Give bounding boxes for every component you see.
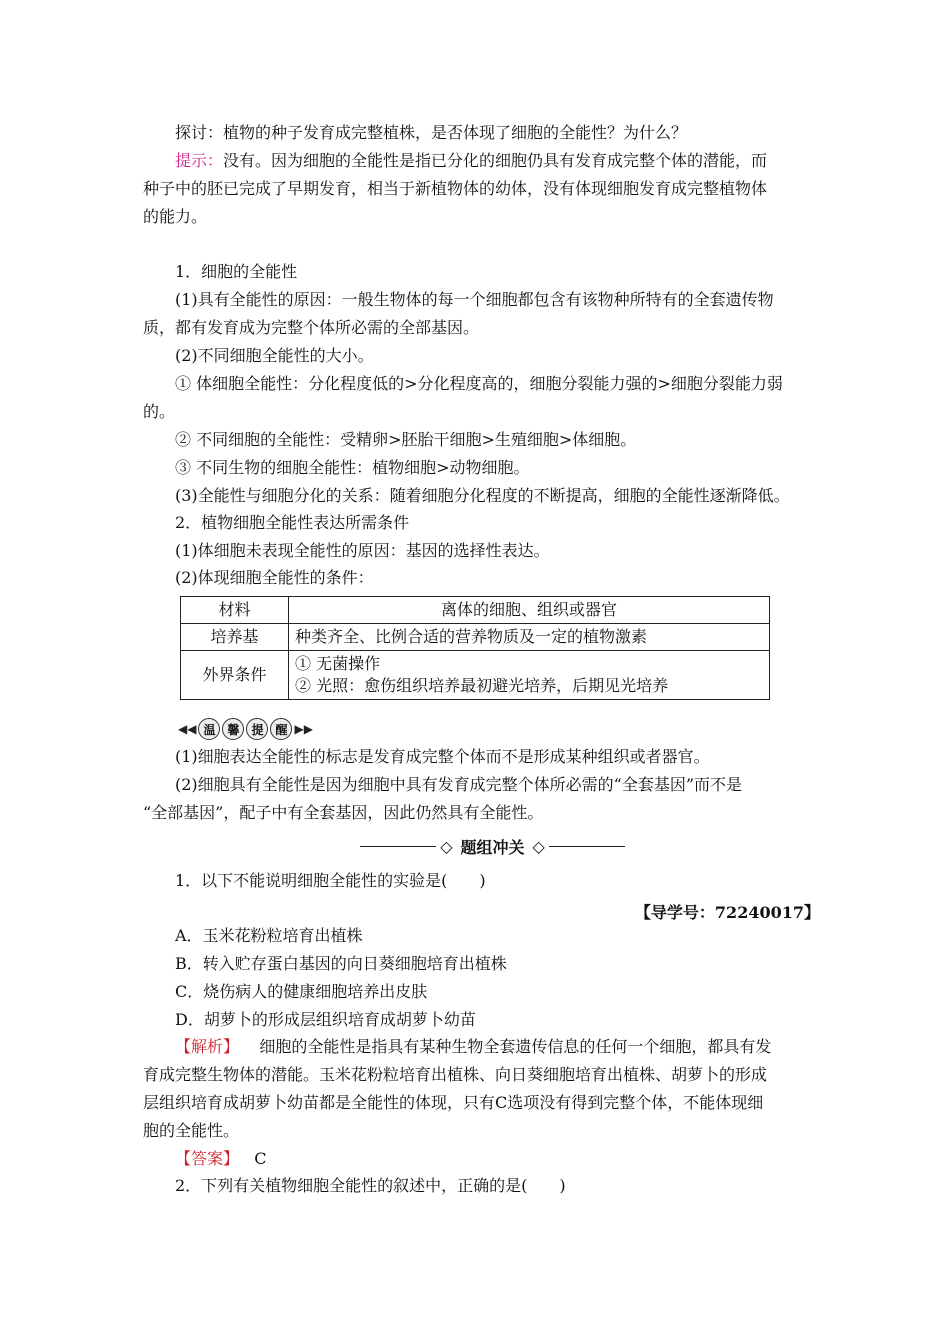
hint-text: 没有。因为细胞的全能性是指已分化的细胞仍具有发育成完整个体的潜能，而 (223, 151, 768, 170)
section1-line: (2)不同细胞全能性的大小。 (175, 346, 374, 365)
tip-line: (1)细胞表达全能性的标志是发育成完整个体而不是形成某种组织或者器官。 (175, 747, 710, 766)
analysis-text: 细胞的全能性是指具有某种生物全套遗传信息的任何一个细胞，都具有发 (259, 1037, 772, 1056)
section1-line: ③ 不同生物的细胞全能性：植物细胞>动物细胞。 (175, 458, 530, 477)
table-key: 外界条件 (181, 651, 289, 700)
table-row (181, 597, 770, 624)
table-key: 材料 (181, 597, 289, 624)
section2-line: (1)体细胞未表现全能性的原因：基因的选择性表达。 (175, 541, 550, 560)
table-key: 培养基 (181, 624, 289, 651)
section1-line: ② 不同细胞的全能性：受精卵>胚胎干细胞>生殖细胞>体细胞。 (175, 430, 637, 449)
hint-line-1 (175, 151, 815, 171)
divider-label: 题组冲关 (460, 837, 525, 857)
tip-line: (2)细胞具有全能性是因为细胞中具有发育成完整个体所必需的“全套基因”而不是 (175, 775, 743, 794)
discussion-question: 探讨：植物的种子发育成完整植株，是否体现了细胞的全能性？为什么？ (175, 123, 688, 142)
table-row (181, 624, 770, 651)
section1-title: 1．细胞的全能性 (175, 262, 298, 281)
section1-line: 的。 (143, 402, 176, 421)
table-row (181, 651, 770, 700)
hint-line-3: 的能力。 (143, 207, 208, 226)
left-arrows-icon: ◀◀ (178, 722, 197, 736)
tip-line: “全部基因”，配子中有全套基因，因此仍然具有全能性。 (143, 803, 544, 822)
section1-line: 质，都有发育成为完整个体所必需的全部基因。 (143, 318, 480, 337)
answer-label: 【答案】 (175, 1149, 240, 1168)
q1-answer (175, 1149, 815, 1169)
hint-label: 提示： (175, 151, 224, 170)
analysis-label: 【解析】 (175, 1037, 240, 1056)
right-arrows-icon: ▶▶ (294, 722, 313, 736)
q1-option: D．胡萝卜的形成层组织培育成胡萝卜幼苗 (175, 1010, 476, 1029)
q1-option: B．转入贮存蛋白基因的向日葵细胞培育出植株 (175, 954, 507, 973)
tip-char: 温 (198, 718, 220, 740)
section1-line: (1)具有全能性的原因：一般生物体的每一个细胞都包含有该物种所特有的全套遗传物 (175, 290, 774, 309)
table-value-line: ② 光照：愈伤组织培养最初避光培养，后期见光培养 (295, 676, 669, 695)
q2-stem: 2．下列有关植物细胞全能性的叙述中，正确的是( ) (175, 1176, 566, 1195)
q1-analysis-line-1 (175, 1037, 815, 1057)
q1-analysis-line: 育成完整生物体的潜能。玉米花粉粒培育出植株、向日葵细胞培育出植株、胡萝卜的形成 (143, 1065, 768, 1084)
tip-banner (178, 718, 313, 740)
q1-analysis-line: 层组织培育成胡萝卜幼苗都是全能性的体现，只有C选项没有得到完整个体，不能体现细 (143, 1093, 764, 1112)
section1-line: (3)全能性与细胞分化的关系：随着细胞分化程度的不断提高，细胞的全能性逐渐降低。 (175, 486, 790, 505)
table-value-line: ① 无菌操作 (295, 654, 381, 673)
guide-number: 【导学号：72240017】 (634, 903, 820, 922)
tip-char: 提 (246, 718, 268, 740)
table-value (289, 651, 770, 700)
diamond-icon: ◇ (532, 836, 545, 856)
tip-char: 馨 (222, 718, 244, 740)
q1-option: C．烧伤病人的健康细胞培养出皮肤 (175, 982, 428, 1001)
tip-char: 醒 (270, 718, 292, 740)
hint-line-2: 种子中的胚已完成了早期发育，相当于新植物体的幼体，没有体现细胞发育成完整植物体 (143, 179, 768, 198)
section2-title: 2．植物细胞全能性表达所需条件 (175, 513, 410, 532)
answer-value: C (254, 1149, 267, 1168)
q1-option: A．玉米花粉粒培育出植株 (175, 926, 363, 945)
conditions-table (180, 596, 770, 700)
q1-analysis-line: 胞的全能性。 (143, 1121, 240, 1140)
diamond-icon: ◇ (440, 836, 453, 856)
section1-line: ① 体细胞全能性：分化程度低的>分化程度高的，细胞分裂能力强的>细胞分裂能力弱 (175, 374, 783, 393)
table-value: 离体的细胞、组织或器官 (289, 597, 770, 624)
section2-line: (2)体现细胞全能性的条件： (175, 568, 374, 587)
q1-stem: 1．以下不能说明细胞全能性的实验是( ) (175, 871, 486, 890)
table-value: 种类齐全、比例合适的营养物质及一定的植物激素 (289, 624, 770, 651)
section-divider (360, 834, 625, 858)
